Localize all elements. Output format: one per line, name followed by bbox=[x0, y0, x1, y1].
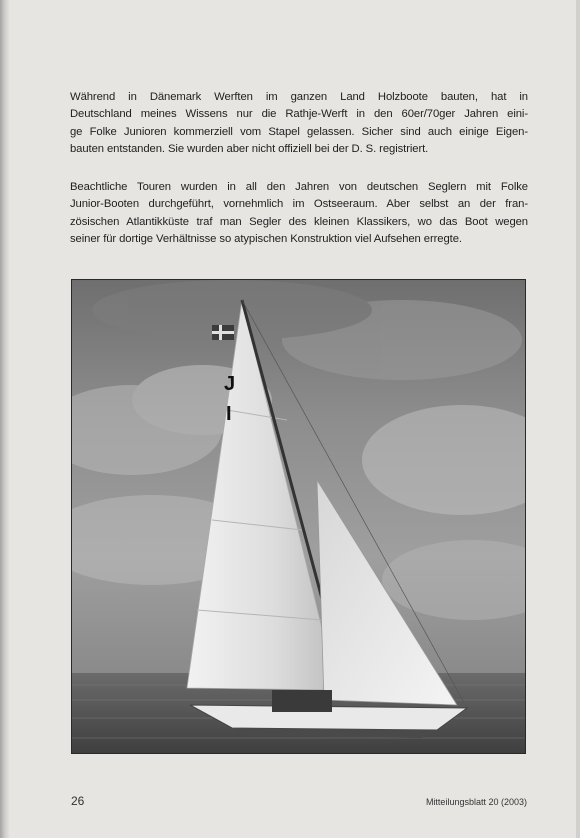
sail-letter-i: I bbox=[226, 403, 232, 425]
page-edge bbox=[576, 0, 580, 838]
paragraph-1 bbox=[70, 89, 528, 158]
sail-letter-j: J bbox=[224, 373, 236, 395]
running-footer: Mitteilungsblatt 20 (2003) bbox=[425, 797, 527, 807]
page-number: 26 bbox=[71, 794, 85, 808]
paragraph-line: Während in Dänemark Werften im ganzen Land Holzboote bauten, hat in bbox=[70, 91, 528, 103]
paragraph-line: ge Folke Junioren kommerziell vom Stapel gelassen. Sicher sind auch einige Eigen- bbox=[70, 125, 528, 138]
paragraph-line: bauten entstanden. Sie wurden aber nicht offiziell bei der D. S. registriert. bbox=[70, 142, 429, 155]
crew bbox=[272, 690, 332, 712]
paragraph-line: zösischen Atlantikküste traf man Segler des kleinen Klassikers, wo das Boot wegen bbox=[70, 215, 528, 228]
paragraph-line: Deutschland meines Wissens nur die Rathje-Werft in den 60er/70ger Jahren eini- bbox=[70, 108, 528, 121]
paragraph-line: seiner für dortige Verhältnisse so atypischen Konstruktion viel Aufsehen erregte. bbox=[70, 232, 462, 245]
paragraph-line: Beachtliche Touren wurden in all den Jahren von deutschen Seglern mit Folke bbox=[70, 181, 528, 193]
paragraph-2 bbox=[70, 179, 528, 248]
paragraph-line: Junior-Booten durchgeführt, vornehmlich im Ostseeraum. Aber selbst an der fran- bbox=[70, 198, 528, 211]
page-gutter-shadow bbox=[0, 0, 10, 838]
danish-flag-icon bbox=[212, 325, 234, 340]
sailboat-illustration bbox=[72, 280, 526, 754]
sailboat-photo bbox=[71, 279, 526, 754]
